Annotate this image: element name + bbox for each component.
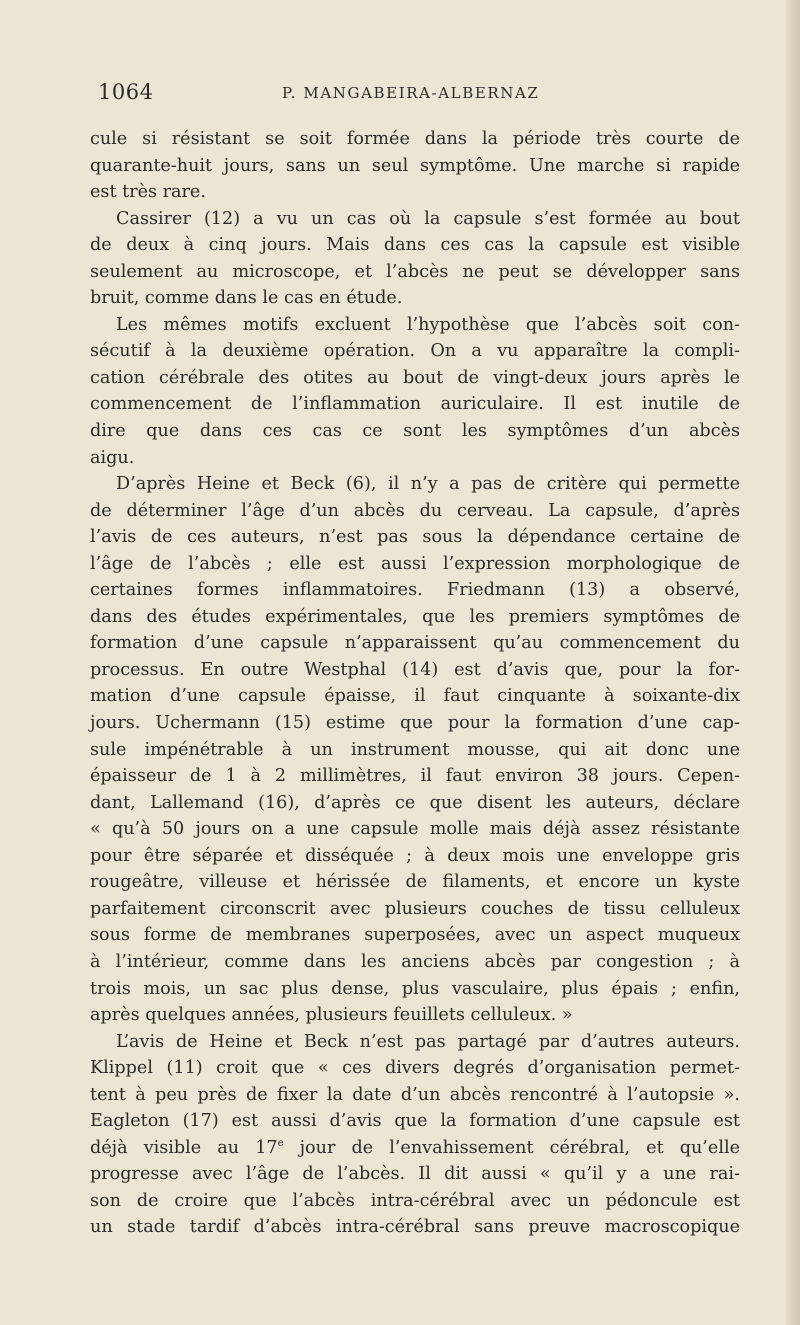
text-line: trois mois, un sac plus dense, plus vasculaire, plus épais ; enfin, [90, 978, 740, 999]
text-line: dans des études expérimentales, que les premiers symptômes de [90, 606, 740, 627]
text-segment: jour de l’envahissement cérébral, et qu’elle [283, 1137, 740, 1158]
text-line: un stade tardif d’abcès intra-cérébral sans preuve macroscopique [90, 1217, 740, 1238]
text-line: jours. Uchermann (15) estime que pour la formation d’une cap- [90, 713, 740, 734]
text-line: mation d’une capsule épaisse, il faut cinquante à soixante-dix [90, 686, 740, 707]
text-line: tent à peu près de fixer la date d’un abcès rencontré à l’autopsie ». [90, 1084, 740, 1105]
superscript: e [277, 1137, 284, 1149]
text-line: sule impénétrable à un instrument mousse, qui ait donc une [90, 739, 740, 760]
text-line: Eagleton (17) est aussi d’avis que la formation d’une capsule est [90, 1111, 740, 1132]
text-line: « qu’à 50 jours on a une capsule molle mais déjà assez résistante [90, 819, 740, 840]
text-line: son de croire que l’abcès intra-cérébral avec un pédoncule est [90, 1190, 740, 1211]
text-line: pour être séparée et disséquée ; à deux mois une enveloppe gris [90, 845, 740, 866]
text-line: sous forme de membranes superposées, avec un aspect muqueux [90, 925, 740, 946]
text-line: sécutif à la deuxième opération. On a vu apparaître la compli- [90, 341, 740, 362]
text-line: épaisseur de 1 à 2 millimètres, il faut environ 38 jours. Cepen- [90, 766, 740, 787]
text-line: seulement au microscope, et l’abcès ne peut se développer sans [90, 261, 740, 282]
page-number: 1064 [98, 80, 154, 104]
text-line: certaines formes inflammatoires. Friedmann (13) a observé, [90, 580, 740, 601]
text-line: Cassirer (12) a vu un cas où la capsule s’est formée au bout [116, 208, 740, 229]
scan-edge [786, 0, 800, 1325]
text-line: à l’intérieur, comme dans les anciens abcès par congestion ; à [90, 951, 740, 972]
text-line: l’âge de l’abcès ; elle est aussi l’expression morphologique de [90, 553, 740, 574]
page-header [90, 78, 740, 114]
text-line: commencement de l’inflammation auriculaire. Il est inutile de [90, 394, 740, 415]
book-page [90, 78, 740, 1241]
text-line [90, 1135, 740, 1162]
text-line: formation d’une capsule n’apparaissent qu’au commencement du [90, 633, 740, 654]
text-line: de deux à cinq jours. Mais dans ces cas la capsule est visible [90, 235, 740, 256]
body-text [90, 126, 740, 1241]
text-line: bruit, comme dans le cas en étude. [90, 288, 403, 309]
text-line: de déterminer l’âge d’un abcès du cerveau. La capsule, d’après [90, 500, 740, 521]
text-line: cule si résistant se soit formée dans la période très courte de [90, 129, 740, 149]
text-line: Les mêmes motifs excluent l’hypothèse que l’abcès soit con- [116, 314, 740, 335]
text-segment: déjà visible au 17 [90, 1137, 278, 1158]
text-line: rougeâtre, villeuse et hérissée de filaments, et encore un kyste [90, 872, 740, 893]
text-line: L’avis de Heine et Beck n’est pas partagé par d’autres auteurs. [116, 1031, 740, 1052]
text-line: aigu. [90, 447, 135, 468]
text-line: quarante-huit jours, sans un seul symptôme. Une marche si rapide [90, 155, 740, 176]
text-line: dant, Lallemand (16), d’après ce que disent les auteurs, déclare [90, 792, 740, 813]
text-line: est très rare. [90, 182, 206, 203]
text-line: D’après Heine et Beck (6), il n’y a pas de critère qui permette [116, 474, 740, 495]
text-line: dire que dans ces cas ce sont les symptômes d’un abcès [90, 421, 740, 442]
text-line: Klippel (11) croit que « ces divers degrés d’organisation permet- [90, 1058, 740, 1079]
text-line: parfaitement circonscrit avec plusieurs couches de tissu celluleux [90, 898, 740, 919]
text-line: progresse avec l’âge de l’abcès. Il dit aussi « qu’il y a une rai- [90, 1164, 740, 1185]
text-line: après quelques années, plusieurs feuillets celluleux. » [90, 1005, 573, 1026]
text-line: processus. En outre Westphal (14) est d’avis que, pour la for- [90, 659, 740, 680]
text-line: l’avis de ces auteurs, n’est pas sous la dépendance certaine de [90, 527, 740, 548]
running-head: P. MANGABEIRA-ALBERNAZ [282, 84, 540, 102]
text-line: cation cérébrale des otites au bout de vingt-deux jours après le [90, 367, 740, 388]
